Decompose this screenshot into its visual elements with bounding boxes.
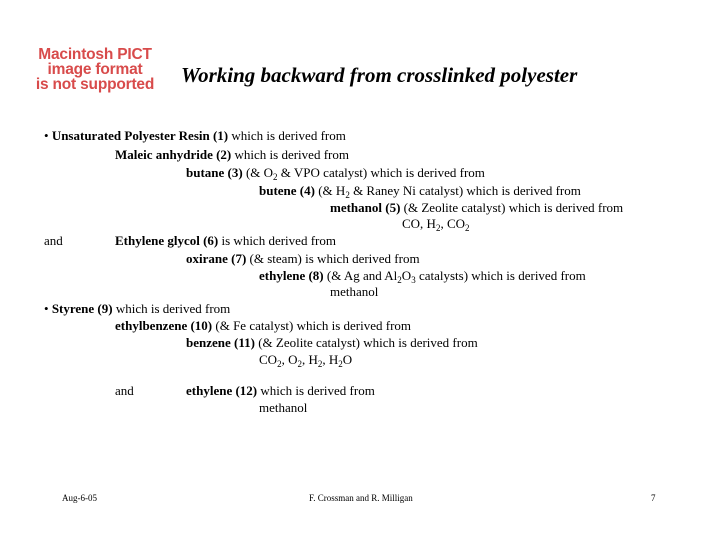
line-methanol-a: methanol	[330, 284, 379, 299]
line-methanol-b: methanol	[259, 400, 308, 415]
placeholder-line-1: Macintosh PICT	[38, 46, 152, 63]
line-text: (& Fe catalyst) which is derived from	[212, 318, 412, 333]
compound-9: Styrene (9)	[51, 301, 113, 316]
placeholder-line-3: is not supported	[35, 76, 155, 93]
subscript: 2	[345, 190, 350, 200]
subscript: 2	[277, 359, 282, 369]
line-maleic	[115, 147, 349, 163]
compound-2: Maleic anhydride (2)	[115, 147, 232, 162]
subscript: 2	[435, 223, 441, 233]
subscript: 2	[297, 359, 302, 369]
compound-12: ethylene (12)	[186, 383, 258, 398]
compound-10: ethylbenzene (10)	[115, 318, 213, 333]
subscript: 2	[338, 359, 343, 369]
line-text: (& Zeolite catalyst) which is derived from	[254, 335, 478, 350]
line-text: (& steam) is which derived from	[246, 251, 420, 266]
line-text: (& Ag and Al	[323, 268, 398, 283]
line-text: which is derived from	[112, 301, 231, 316]
line-text: (& O	[242, 165, 274, 180]
line-text: catalysts) which is derived from	[415, 268, 586, 283]
line-ethylbenzene	[115, 318, 411, 334]
line-text: & Raney Ni catalyst) which is derived from	[349, 183, 581, 198]
line-butane	[186, 165, 485, 181]
bullet: •	[44, 128, 49, 143]
slide-title: Working backward from crosslinked polyester	[181, 63, 578, 87]
compound-1: Unsaturated Polyester Resin (1)	[51, 128, 229, 143]
line-text: which is derived from	[231, 147, 349, 162]
line-butene	[259, 183, 581, 199]
subscript: 2	[317, 359, 323, 369]
compound-7: oxirane (7)	[186, 251, 247, 266]
compound-5: methanol (5)	[330, 200, 401, 215]
compound-6: Ethylene glycol (6)	[115, 233, 219, 248]
placeholder-line-2: image format	[47, 61, 143, 78]
compound-4: butene (4)	[259, 183, 315, 198]
line-text: , H	[301, 352, 318, 367]
line-feedstocks	[259, 352, 352, 368]
and-label-2: and	[115, 383, 134, 398]
line-text: CO, H	[402, 216, 436, 231]
subscript: 2	[273, 172, 278, 182]
bullet: •	[44, 301, 49, 316]
footer-authors: F. Crossman and R. Milligan	[309, 493, 413, 503]
line-text: , O	[281, 352, 298, 367]
line-text: , CO	[440, 216, 466, 231]
line-text: (& Zeolite catalyst) which is derived from	[400, 200, 624, 215]
compound-11: benzene (11)	[186, 335, 255, 350]
subscript: 2	[465, 223, 470, 233]
line-text: (& H	[314, 183, 346, 198]
line-text: is which derived from	[218, 233, 336, 248]
subscript: 3	[411, 275, 416, 285]
compound-8: ethylene (8)	[259, 268, 324, 283]
line-benzene	[186, 335, 478, 351]
line-syngas	[402, 216, 470, 232]
footer-date: Aug-6-05	[62, 493, 97, 503]
line-text: O	[342, 352, 353, 367]
line-styrene	[44, 301, 230, 317]
line-text: which is derived from	[228, 128, 346, 143]
line-ethylene-12	[186, 383, 375, 399]
line-text: , H	[322, 352, 339, 367]
line-text: & VPO catalyst) which is derived from	[277, 165, 485, 180]
compound-3: butane (3)	[186, 165, 243, 180]
subscript: 2	[397, 275, 402, 285]
line-ethylene-glycol	[115, 233, 336, 249]
unsupported-image-placeholder	[26, 47, 164, 93]
and-label-1: and	[44, 233, 63, 248]
line-text: which is derived from	[257, 383, 375, 398]
line-ethylene-8	[259, 268, 586, 284]
footer-page-number: 7	[651, 493, 656, 503]
line-resin	[44, 128, 346, 144]
line-oxirane	[186, 251, 420, 267]
line-methanol-5	[330, 200, 623, 216]
line-text: CO	[259, 352, 278, 367]
line-text: O	[401, 268, 412, 283]
